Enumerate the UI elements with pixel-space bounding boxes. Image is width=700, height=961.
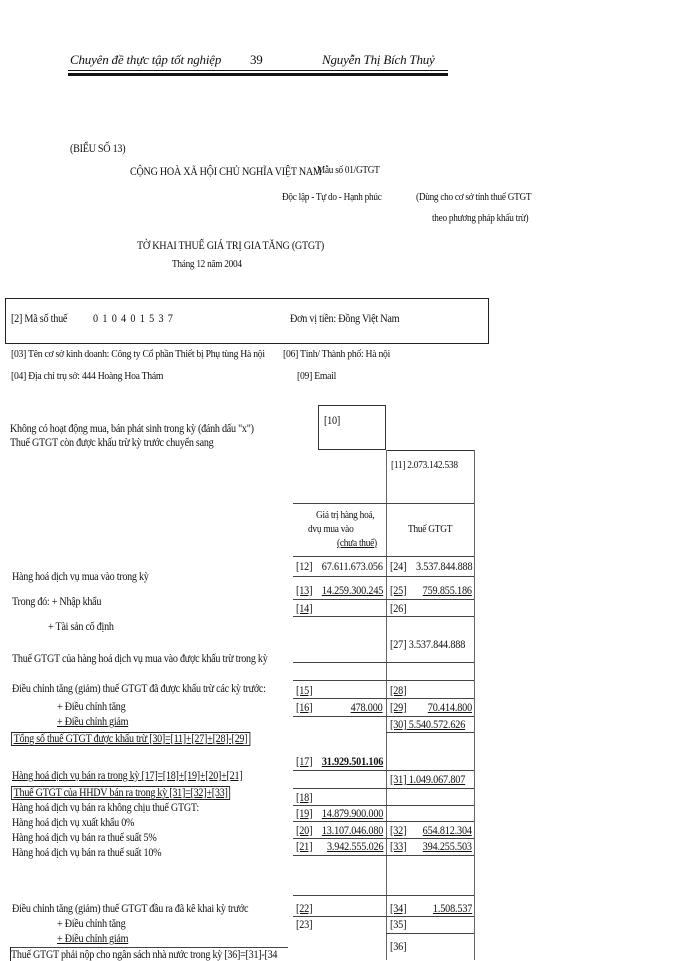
row-line [386, 732, 474, 733]
cell-24-label: [24] [390, 559, 407, 573]
province: [06] Tỉnh/ Thành phố: Hà nội [283, 348, 391, 360]
cell-15-label: [15] [296, 683, 313, 697]
cell-18-label: [18] [296, 790, 313, 804]
cell-16-value: 478.000 [351, 700, 383, 714]
cell-19-label: [19] [296, 806, 313, 820]
currency-unit: Đơn vị tiền: Đồng Việt Nam [290, 311, 400, 325]
col-divider [386, 450, 387, 960]
cell-25-value: 759.855.186 [422, 583, 472, 597]
col2-header: Thuế GTGT [408, 523, 453, 535]
country-name: CỘNG HOÀ XÃ HỘI CHỦ NGHĨA VIỆT NAM [130, 166, 322, 178]
label-purchases: Hàng hoá dịch vụ mua vào trong kỳ [12, 571, 149, 583]
cell-10: [10] [324, 413, 340, 427]
business-name: [03] Tên cơ sở kinh doanh: Công ty Cổ phần Thiết bị Phụ tùng Hà nội [11, 348, 265, 360]
email: [09] Email [297, 370, 337, 382]
row-line [293, 788, 474, 789]
label-no-activity: Không có hoạt động mua, bán phát sinh trong kỳ (đánh dấu "x") [10, 423, 254, 435]
label-carried-forward: Thuế GTGT còn được khấu trừ kỳ trước chuyển sang [10, 437, 214, 449]
tax-code-box [5, 298, 489, 344]
payable-box-edge [10, 947, 11, 961]
row-line [293, 662, 474, 663]
cell-22-label: [22] [296, 901, 313, 915]
cell-16-label: [16] [296, 700, 313, 714]
row-line [293, 576, 474, 577]
header-title: Chuyên đề thực tập tốt nghiệp [70, 52, 222, 67]
label-imports: Trong đó: + Nhập khẩu [12, 596, 102, 608]
cell-12-label: [12] [296, 559, 313, 573]
row-line [293, 698, 474, 699]
cell-34-label: [34] [390, 901, 407, 915]
cell-29-value: 70.414.800 [427, 700, 472, 714]
page-number: 39 [250, 52, 263, 67]
cell-26-label: [26] [390, 601, 407, 615]
row-line [386, 933, 474, 934]
cell-23-label: [23] [296, 917, 313, 931]
label-deductible-vat: Thuế GTGT của hàng hoá dịch vụ mua vào được khấu trừ trong kỳ [12, 653, 268, 665]
tax-code-value: 0 1 0 4 0 1 5 3 7 [93, 311, 174, 325]
cell-35-label: [35] [390, 917, 407, 931]
cell-30: [30] 5.540.572.626 [390, 717, 466, 731]
cell-25-label: [25] [390, 583, 407, 597]
row-line [293, 916, 474, 917]
cell-34-value: 1.508.537 [432, 901, 472, 915]
row-line [293, 855, 474, 856]
col1-header-1: Giá trị hàng hoá, [316, 509, 375, 521]
cell-13-label: [13] [296, 583, 313, 597]
label-adjust-output-inc: + Điều chỉnh tăng [57, 918, 126, 930]
header-rule-thick [68, 73, 448, 76]
row-line [293, 616, 474, 617]
note-line2: theo phương pháp khấu trừ) [432, 213, 529, 224]
label-total-deductible: Tổng số thuế GTGT được khấu trừ [30]=[11]+[27]+[28]-[29] [11, 732, 250, 746]
label-sales: Hàng hoá dịch vụ bán ra trong kỳ [17]=[18]+[19]+[20]+[21] [12, 770, 243, 782]
row-line [293, 895, 474, 896]
header-rule-thin [68, 70, 448, 71]
cell-33-value: 394.255.503 [422, 839, 472, 853]
header-author: Nguyễn Thị Bích Thuỷ [322, 52, 435, 67]
table-top [293, 503, 474, 504]
cell-13-value: 14.259.300.245 [321, 583, 383, 597]
divider [10, 947, 288, 948]
cell-21-label: [21] [296, 839, 313, 853]
label-adjust-output-dec: + Điều chỉnh giảm [57, 933, 129, 945]
label-adjust-prev: Điều chỉnh tăng (giảm) thuế GTGT đã được khấu trừ các kỳ trước: [12, 683, 266, 695]
cell-17-label: [17] [296, 754, 313, 768]
row-line [293, 680, 474, 681]
cell-33-label: [33] [390, 839, 407, 853]
label-payable: Thuế GTGT phải nộp cho ngân sách nhà nước trong kỳ [36]=[31]-[34 [11, 949, 278, 961]
form-code: Mẫu số 01/GTGT [317, 165, 380, 176]
row-line [293, 821, 474, 822]
label-rate-5: Hàng hoá dịch vụ bán ra thuế suất 5% [12, 832, 157, 844]
row-line [293, 805, 474, 806]
label-fixed-assets: + Tài sản cố định [48, 621, 114, 633]
col1-header-3: (chưa thuế) [337, 537, 377, 549]
cell-29-label: [29] [390, 700, 407, 714]
tax-code-label: [2] Mã số thuế [11, 311, 68, 325]
cell-36-label: [36] [390, 939, 407, 953]
label-non-taxable: Hàng hoá dịch vụ bán ra không chịu thuế GTGT: [12, 802, 199, 814]
form-title: TỜ KHAI THUẾ GIÁ TRỊ GIA TĂNG (GTGT) [137, 240, 324, 252]
cell-19-value: 14.879.900.000 [321, 806, 383, 820]
label-adjust-dec: + Điều chỉnh giảm [57, 716, 129, 728]
label-adjust-inc: + Điều chỉnh tăng [57, 701, 126, 713]
cell-20-label: [20] [296, 823, 313, 837]
label-rate-10: Hàng hoá dịch vụ bán ra thuế suất 10% [12, 847, 162, 859]
cell-20-value: 13.107.046.080 [321, 823, 383, 837]
cell-24-value: 3.537.844.888 [415, 559, 472, 573]
row-line [293, 770, 474, 771]
cell-32-label: [32] [390, 823, 407, 837]
cell-12-value: 67.611.673.056 [321, 559, 383, 573]
label-export-0: Hàng hoá dịch vụ xuất khẩu 0% [12, 817, 135, 829]
cell-11: [11] 2.073.142.538 [391, 459, 458, 471]
cell-17-value: 31.929.501.106 [321, 754, 383, 768]
cell-27: [27] 3.537.844.888 [390, 637, 466, 651]
label-sales-vat: Thuế GTGT của HHDV bán ra trong kỳ [31]=[32]+[33] [11, 786, 230, 800]
bieu-so: (BIỂU SỐ 13) [70, 143, 126, 155]
col1-header-2: dvụ mua vào [308, 523, 354, 535]
motto: Độc lập - Tự do - Hạnh phúc [282, 192, 382, 203]
right-border [474, 450, 475, 960]
row-line [293, 556, 474, 557]
cell-28-label: [28] [390, 683, 407, 697]
label-adjust-output: Điều chỉnh tăng (giảm) thuế GTGT đầu ra đã kê khai kỳ trước [12, 903, 249, 915]
cell-32-value: 654.812.304 [422, 823, 472, 837]
cell-21-value: 3.942.555.026 [326, 839, 383, 853]
address: [04] Địa chỉ trụ sở: 444 Hoàng Hoa Thám [11, 370, 164, 382]
row-line [293, 599, 474, 600]
note-line1: (Dùng cho cơ sở tính thuế GTGT [416, 192, 532, 203]
cell-31: [31] 1.049.067.807 [390, 772, 466, 786]
cell-14-label: [14] [296, 601, 313, 615]
box-11-top [386, 450, 474, 451]
form-period: Tháng 12 năm 2004 [172, 259, 242, 270]
